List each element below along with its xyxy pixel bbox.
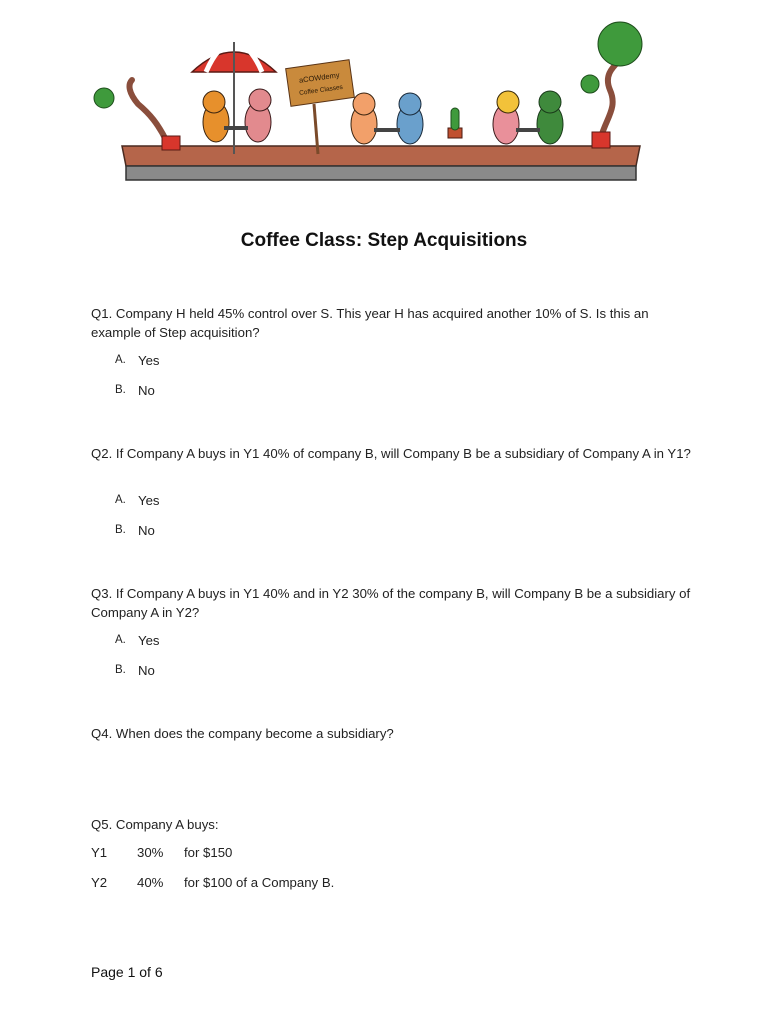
right-pot [592,132,610,148]
right-tree-leaves [598,22,642,66]
option-text: No [138,383,155,398]
option-letter: A. [115,634,126,646]
row-year: Y2 [91,875,108,890]
table-edge [126,166,636,180]
row-detail: for $150 [184,845,233,860]
question-1: Q1. Company H held 45% control over S. This year H has acquired another 10% of S. Is this an example of Step acquisition? [91,306,649,340]
sign-board [286,60,355,107]
left-tree-leaves [94,88,114,108]
row-percent: 40% [137,875,164,890]
option-letter: B. [115,384,126,396]
left-tree-trunk [130,80,166,140]
cow-yellow-head [497,91,519,113]
coffee-class-illustration [88,14,648,186]
cafe-table-1 [224,126,248,130]
question-4: Q4. When does the company become a subsidiary? [91,726,394,741]
cow-orange-head [203,91,225,113]
option-letter: A. [115,494,126,506]
cow-pink-head [249,89,271,111]
option-letter: B. [115,664,126,676]
option-letter: A. [115,354,126,366]
row-detail: for $100 of a Company B. [184,875,335,890]
page-number: Page 1 of 6 [91,964,163,980]
cafe-table-3 [516,128,540,132]
table-top [122,146,640,166]
cow-green-head [539,91,561,113]
cow-peach-head [353,93,375,115]
question-5: Q5. Company A buys: [91,817,219,832]
page-title: Coffee Class: Step Acquisitions [240,230,528,251]
sign-text-2: Coffee Classes [298,83,344,97]
cow-blue-head [399,93,421,115]
option-letter: B. [115,524,126,536]
option-text: No [138,523,155,538]
right-tree-trunk [600,62,618,140]
option-text: No [138,663,155,678]
option-text: Yes [138,633,160,648]
sign-text-1: aCOWdemy [298,70,341,85]
question-3: Q3. If Company A buys in Y1 40% and in Y2 30% of the company B, will Company B be a subsidiary of Company A in Y2? [91,586,691,620]
left-branch-leaves [581,75,599,93]
cactus [451,108,459,130]
option-text: Yes [138,353,160,368]
question-2: Q2. If Company A buys in Y1 40% of company B, will Company B be a subsidiary of Company A in Y1? [91,446,691,461]
row-percent: 30% [137,845,164,860]
left-pot [162,136,180,150]
row-year: Y1 [91,845,108,860]
cafe-table-2 [374,128,400,132]
option-text: Yes [138,493,160,508]
